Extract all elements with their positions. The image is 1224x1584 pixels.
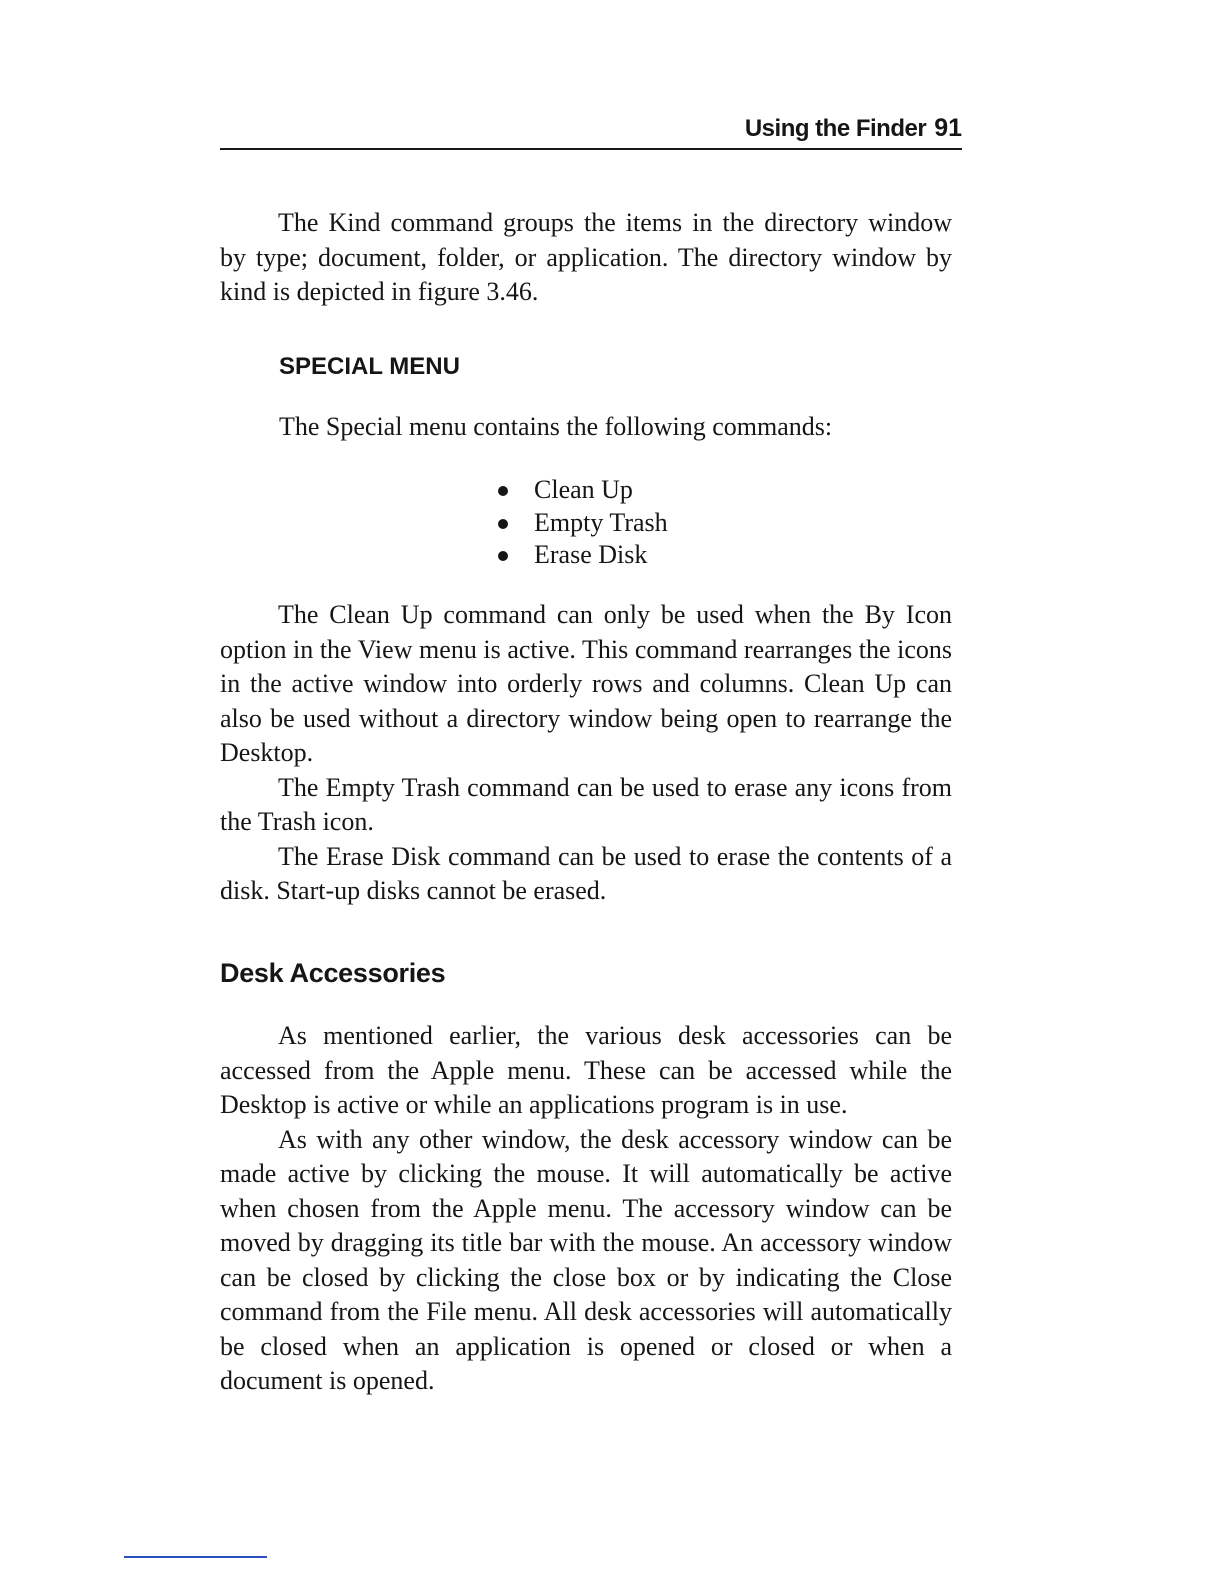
desk-accessories-heading: Desk Accessories xyxy=(220,958,446,988)
command-erase-disk: Erase Disk xyxy=(534,540,648,569)
kind-command-paragraph-block xyxy=(220,206,952,310)
running-head xyxy=(220,112,962,150)
command-empty-trash: Empty Trash xyxy=(534,507,668,537)
special-menu-heading: SPECIAL MENU xyxy=(279,353,460,380)
special-menu-intro: The Special menu contains the following commands: xyxy=(279,412,833,441)
erase-disk-paragraph: The Erase Disk command can be used to erase the contents of a disk. Start-up disks cannot be erased. xyxy=(220,841,952,905)
empty-trash-paragraph: The Empty Trash command can be used to erase any icons from the Trash icon. xyxy=(220,772,952,836)
desk-accessories-paragraph-1: As mentioned earlier, the various desk accessories can be accessed from the Apple menu. These can be accessed while the Desktop is active or while an applications program is in use. xyxy=(220,1021,952,1119)
special-menu-description-block xyxy=(220,598,952,909)
desk-accessories-paragraph-2: As with any other window, the desk accessory window can be made active by clicking the mouse. It will automatically be active when chosen from the Apple menu. The accessory window can be moved by dragging its title bar with the mouse. An accessory window can be closed by clicking the close box or by indicating the Close command from the File menu. All desk accessories will automatically be closed when an application is opened or closed or when a document is opened. xyxy=(220,1124,952,1395)
footer-rule xyxy=(124,1556,267,1558)
list-item xyxy=(494,539,668,572)
special-menu-command-list xyxy=(494,474,668,572)
desk-accessories-block xyxy=(220,1019,952,1399)
command-clean-up: Clean Up xyxy=(534,475,633,504)
clean-up-paragraph: The Clean Up command can only be used when the By Icon option in the View menu is active. This command rearranges the icons in the active window into orderly rows and columns. Clean Up can also be used without a directory window being open to rearrange the Desktop. xyxy=(220,600,952,767)
list-item xyxy=(494,474,668,507)
running-head-section: Using the Finder xyxy=(744,115,927,142)
page-number: 91 xyxy=(934,114,962,142)
kind-command-paragraph: The Kind command groups the items in the directory window by type; document, folder, or application. The directory window by kind is depicted in figure 3.46. xyxy=(220,208,952,306)
bullet-icon xyxy=(498,486,508,496)
bullet-icon xyxy=(498,519,508,529)
bullet-icon xyxy=(498,551,508,561)
list-item xyxy=(494,507,668,540)
